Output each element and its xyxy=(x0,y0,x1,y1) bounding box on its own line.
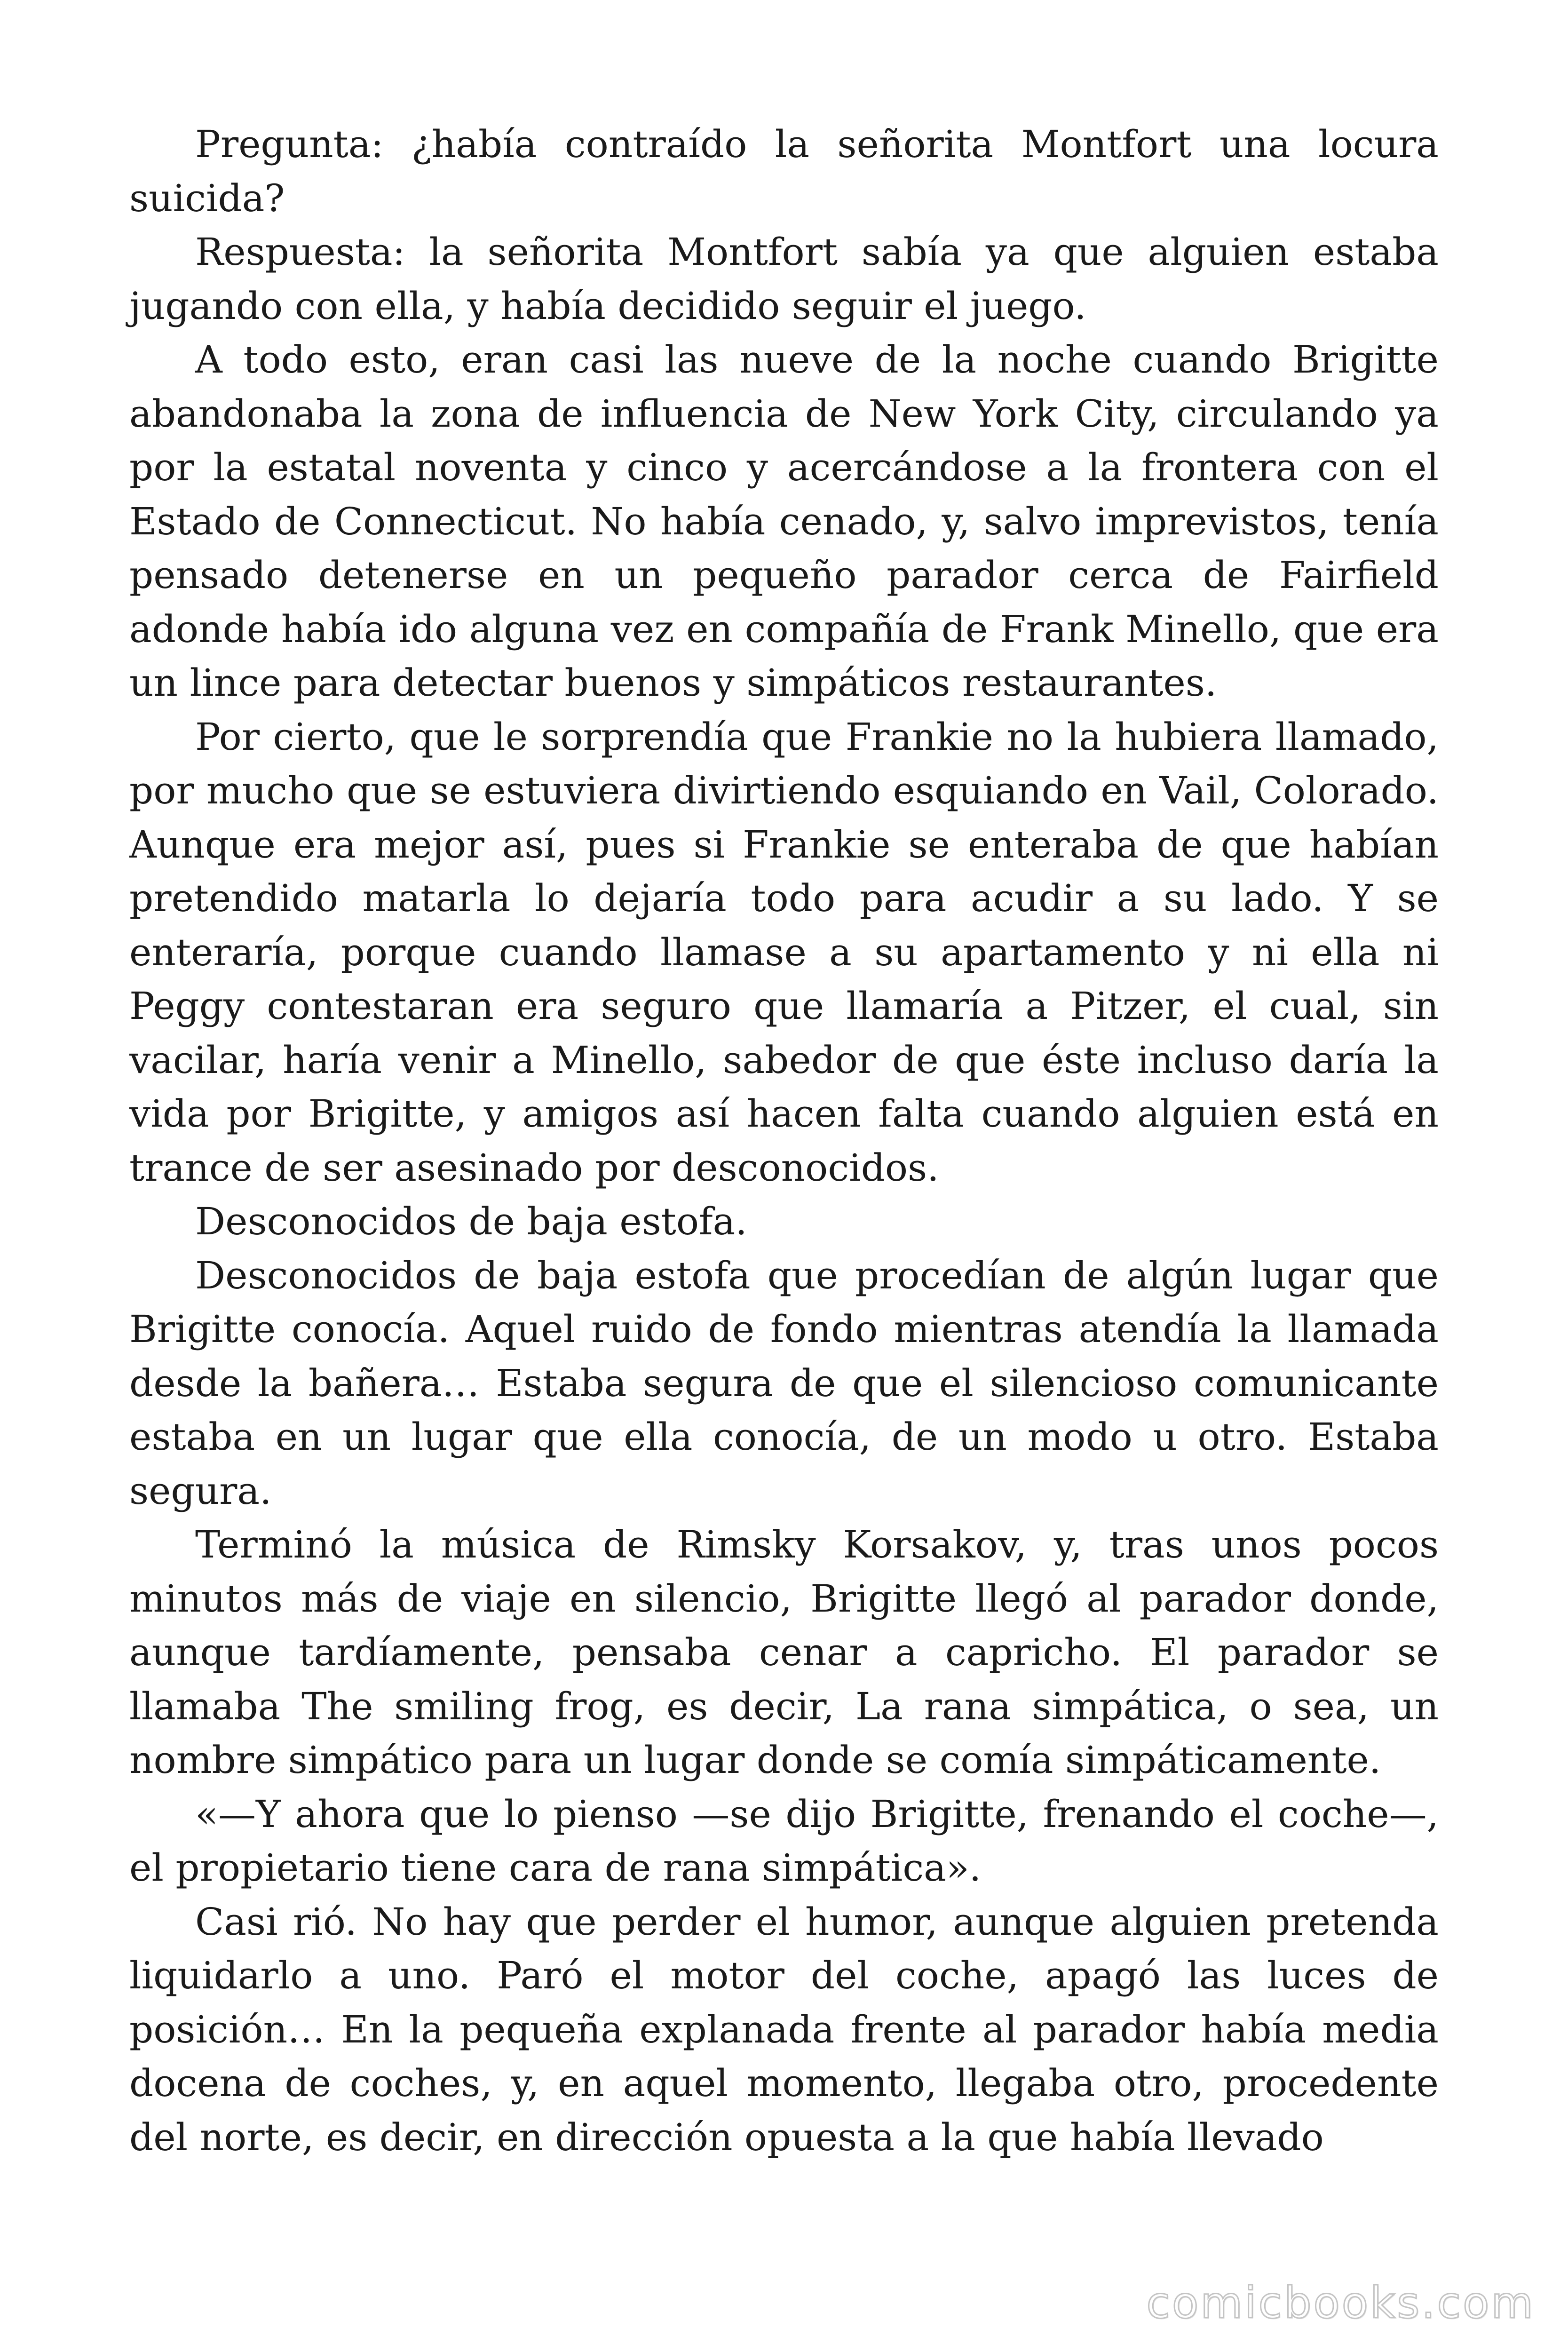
paragraph-3: A todo esto, eran casi las nueve de la noche cuando Brigitte abandonaba la zona de influencia de New York City, circulando ya por la estatal noventa y cinco y acercándose a la frontera con el Estado de Connecticut. No había cenado, y, salvo imprevistos, tenía pensado detenerse en un pequeño parador cerca de Fairfield adonde había ido alguna vez en compañía de Frank Minello, que era un lince para detectar buenos y simpáticos restaurantes. xyxy=(129,338,1439,705)
paragraph-1: Pregunta: ¿había contraído la señorita Montfort una locura suicida? xyxy=(129,122,1439,220)
paragraph-2: Respuesta: la señorita Montfort sabía ya que alguien estaba jugando con ella, y había decidido seguir el juego. xyxy=(129,230,1439,328)
paragraph-8: «—Y ahora que lo pienso —se dijo Brigitte, frenando el coche—, el propietario tiene cara de rana simpática». xyxy=(129,1792,1439,1890)
paragraph-9: Casi rió. No hay que perder el humor, aunque alguien pretenda liquidarlo a uno. Paró el motor del coche, apagó las luces de posición… En la pequeña explanada frente al parador había media docena de coches, y, en aquel momento, llegaba otro, procedente del norte, es decir, en dirección opuesta a la que había llevado xyxy=(129,1899,1439,2159)
paragraph-5: Desconocidos de baja estofa. xyxy=(195,1200,747,1243)
body-text xyxy=(129,118,1439,2164)
paragraph-6: Desconocidos de baja estofa que procedían de algún lugar que Brigitte conocía. Aquel ruido de fondo mientras atendía la llamada desde la bañera… Estaba segura de que el silencioso comunicante estaba en un lugar que ella conocía, de un modo u otro. Estaba segura. xyxy=(129,1253,1439,1513)
watermark: comicbooks.com xyxy=(1146,2278,1535,2328)
paragraph-4: Por cierto, que le sorprendía que Frankie no la hubiera llamado, por mucho que se estuviera divirtiendo esquiando en Vail, Colorado. Aunque era mejor así, pues si Frankie se enteraba de que habían pretendido matarla lo dejaría todo para acudir a su lado. Y se enteraría, porque cuando llamase a su apartamento y ni ella ni Peggy contestaran era seguro que llamaría a Pitzer, el cual, sin vacilar, haría venir a Minello, sabedor de que éste incluso daría la vida por Brigitte, y amigos así hacen falta cuando alguien está en trance de ser asesinado por desconocidos. xyxy=(129,715,1439,1190)
paragraph-7: Terminó la música de Rimsky Korsakov, y, tras unos pocos minutos más de viaje en silencio, Brigitte llegó al parador donde, aunque tardíamente, pensaba cenar a capricho. El parador se llamaba The smiling frog, es decir, La rana simpática, o sea, un nombre simpático para un lugar donde se comía simpáticamente. xyxy=(129,1523,1439,1782)
